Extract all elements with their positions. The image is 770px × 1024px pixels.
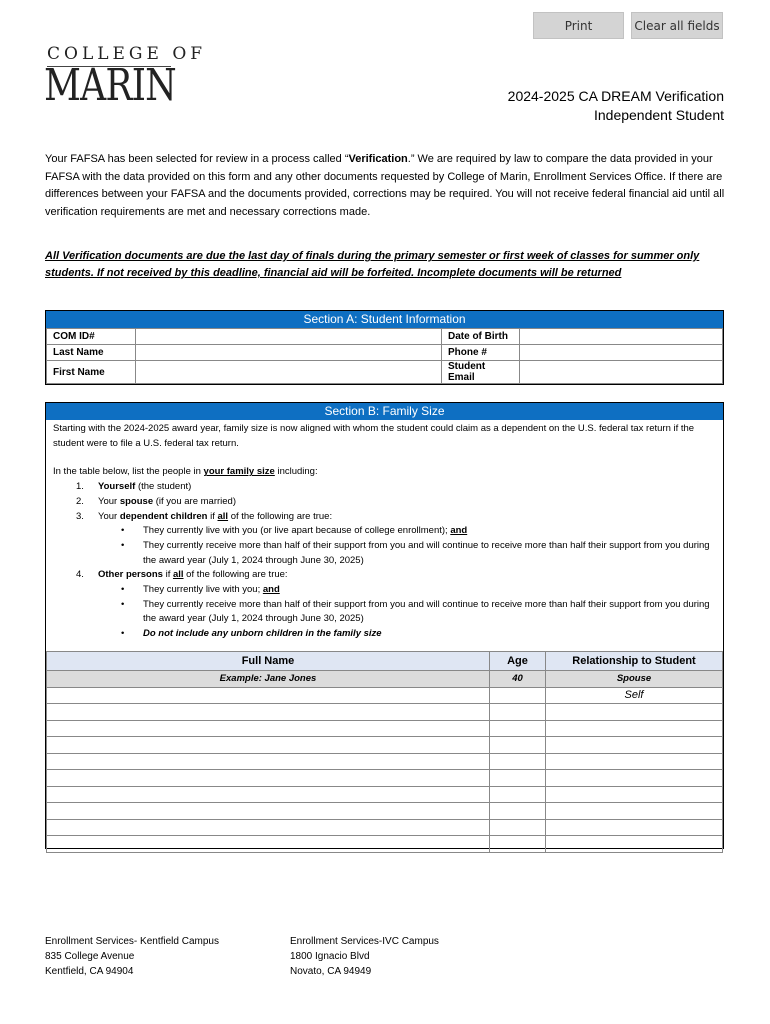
student-info-table: [46, 328, 723, 384]
last-name-field[interactable]: [136, 345, 442, 361]
full-name-header: Full Name: [47, 652, 490, 671]
form-title-block: [508, 87, 724, 125]
form-title: 2024-2025 CA DREAM Verification: [507, 88, 724, 104]
list-item: • They currently receive more than half of their support from you and will continue to receive more than half their support from you during the award year (July 1, 2024 through June 30, 2025): [53, 598, 716, 627]
age-field[interactable]: [490, 836, 546, 853]
dependent-children-conditions: [53, 524, 716, 568]
deadline-notice: All Verification documents are due the last day of finals during the primary semester or first week of classes for summer only students. If not received by this deadline, financial aid will be forfeited. Incomplete documents will be returned: [45, 250, 700, 279]
example-relationship: Spouse: [546, 671, 723, 688]
family-member-list: [53, 480, 716, 524]
dob-field[interactable]: [520, 329, 723, 345]
name-field[interactable]: [47, 803, 490, 820]
example-name: Example: Jane Jones: [47, 671, 490, 688]
age-field[interactable]: [490, 803, 546, 820]
form-subtitle: Independent Student: [593, 107, 724, 123]
age-field[interactable]: [490, 737, 546, 754]
name-field[interactable]: [47, 786, 490, 803]
section-a-title: Section A: Student Information: [46, 311, 723, 328]
com-id-field[interactable]: [136, 329, 442, 345]
name-field[interactable]: [47, 720, 490, 737]
relationship-field[interactable]: [546, 737, 723, 754]
logo-line2: MARIN: [44, 60, 176, 111]
last-name-label: Last Name: [47, 345, 136, 361]
family-size-intro: Starting with the 2024-2025 award year, family size is now aligned with whom the student could claim as a dependent on the U.S. federal tax return if the student were to file a U.S. federal tax return.: [53, 423, 695, 449]
age-field[interactable]: [490, 819, 546, 836]
table-row: [47, 836, 723, 853]
first-name-label: First Name: [47, 361, 136, 384]
age-field[interactable]: [490, 770, 546, 787]
clear-all-fields-button[interactable]: Clear all fields: [631, 12, 723, 39]
other-persons-list: [53, 568, 716, 583]
age-field[interactable]: [490, 704, 546, 721]
com-id-label: COM ID#: [47, 329, 136, 345]
list-item: 2. Your spouse (if you are married): [76, 495, 236, 507]
relationship-field[interactable]: [546, 753, 723, 770]
name-field[interactable]: [47, 704, 490, 721]
relationship-field[interactable]: [546, 803, 723, 820]
table-row: [47, 786, 723, 803]
relationship-field[interactable]: [546, 836, 723, 853]
section-b-title: Section B: Family Size: [46, 403, 723, 420]
footer-kentfield-address: Enrollment Services- Kentfield Campus 835 College Avenue Kentfield, CA 94904: [45, 936, 219, 977]
name-field[interactable]: [47, 819, 490, 836]
example-age: 40: [490, 671, 546, 688]
logo-line1: COLLEGE OF: [47, 44, 207, 64]
family-table-intro: In the table below, list the people in your family size including:: [53, 466, 318, 478]
first-name-field[interactable]: [136, 361, 442, 384]
name-field[interactable]: [47, 687, 490, 704]
list-item: 3. Your dependent children if all of the following are true:: [76, 510, 333, 522]
name-field[interactable]: [47, 753, 490, 770]
age-field[interactable]: [490, 720, 546, 737]
family-size-instructions: [46, 420, 723, 648]
student-email-field[interactable]: [520, 361, 723, 384]
table-row: [47, 753, 723, 770]
relationship-field[interactable]: [546, 786, 723, 803]
table-row: [47, 720, 723, 737]
relationship-field[interactable]: [546, 720, 723, 737]
list-item: • They currently receive more than half of their support from you and will continue to receive more than half their support from you during the award year (July 1, 2024 through June 30, 2025): [53, 539, 716, 568]
relationship-header: Relationship to Student: [546, 652, 723, 671]
relationship-field[interactable]: [546, 704, 723, 721]
age-header: Age: [490, 652, 546, 671]
age-field[interactable]: [490, 786, 546, 803]
age-field[interactable]: [490, 687, 546, 704]
list-item: 1. Yourself (the student): [76, 481, 192, 493]
section-a: [45, 310, 724, 385]
family-table: [46, 651, 723, 853]
table-row: [47, 687, 723, 704]
age-field[interactable]: [490, 753, 546, 770]
print-button[interactable]: Print: [533, 12, 624, 39]
table-row: [47, 803, 723, 820]
list-item: • Do not include any unborn children in the family size: [53, 627, 716, 642]
dob-label: Date of Birth: [442, 329, 520, 345]
table-row: [47, 770, 723, 787]
other-persons-conditions: [53, 583, 716, 642]
table-row: [47, 819, 723, 836]
phone-label: Phone #: [442, 345, 520, 361]
relationship-field[interactable]: [546, 770, 723, 787]
list-item: • They currently live with you; and: [53, 583, 716, 598]
student-email-label: Student Email: [442, 361, 520, 384]
footer-ivc-address: Enrollment Services-IVC Campus 1800 Ignacio Blvd Novato, CA 94949: [290, 936, 439, 977]
section-b: [45, 402, 724, 849]
list-item: • They currently live with you (or live apart because of college enrollment); and: [53, 524, 716, 539]
relationship-field: Self: [546, 687, 723, 704]
relationship-field[interactable]: [546, 819, 723, 836]
name-field[interactable]: [47, 770, 490, 787]
intro-paragraph: Your FAFSA has been selected for review in a process called “Verification.” We are required by law to compare the data provided in your FAFSA with the data provided on this form and any other documents requested by College of Marin, Enrollment Services Office. If there are differences between your FAFSA and the documents provided, corrections may be required. You will not receive federal financial aid until all verification requirements are met and necessary corrections made.: [45, 153, 725, 218]
list-item: 4. Other persons if all of the following are true:: [76, 569, 288, 581]
table-row: [47, 737, 723, 754]
table-row: [47, 704, 723, 721]
phone-field[interactable]: [520, 345, 723, 361]
name-field[interactable]: [47, 836, 490, 853]
name-field[interactable]: [47, 737, 490, 754]
